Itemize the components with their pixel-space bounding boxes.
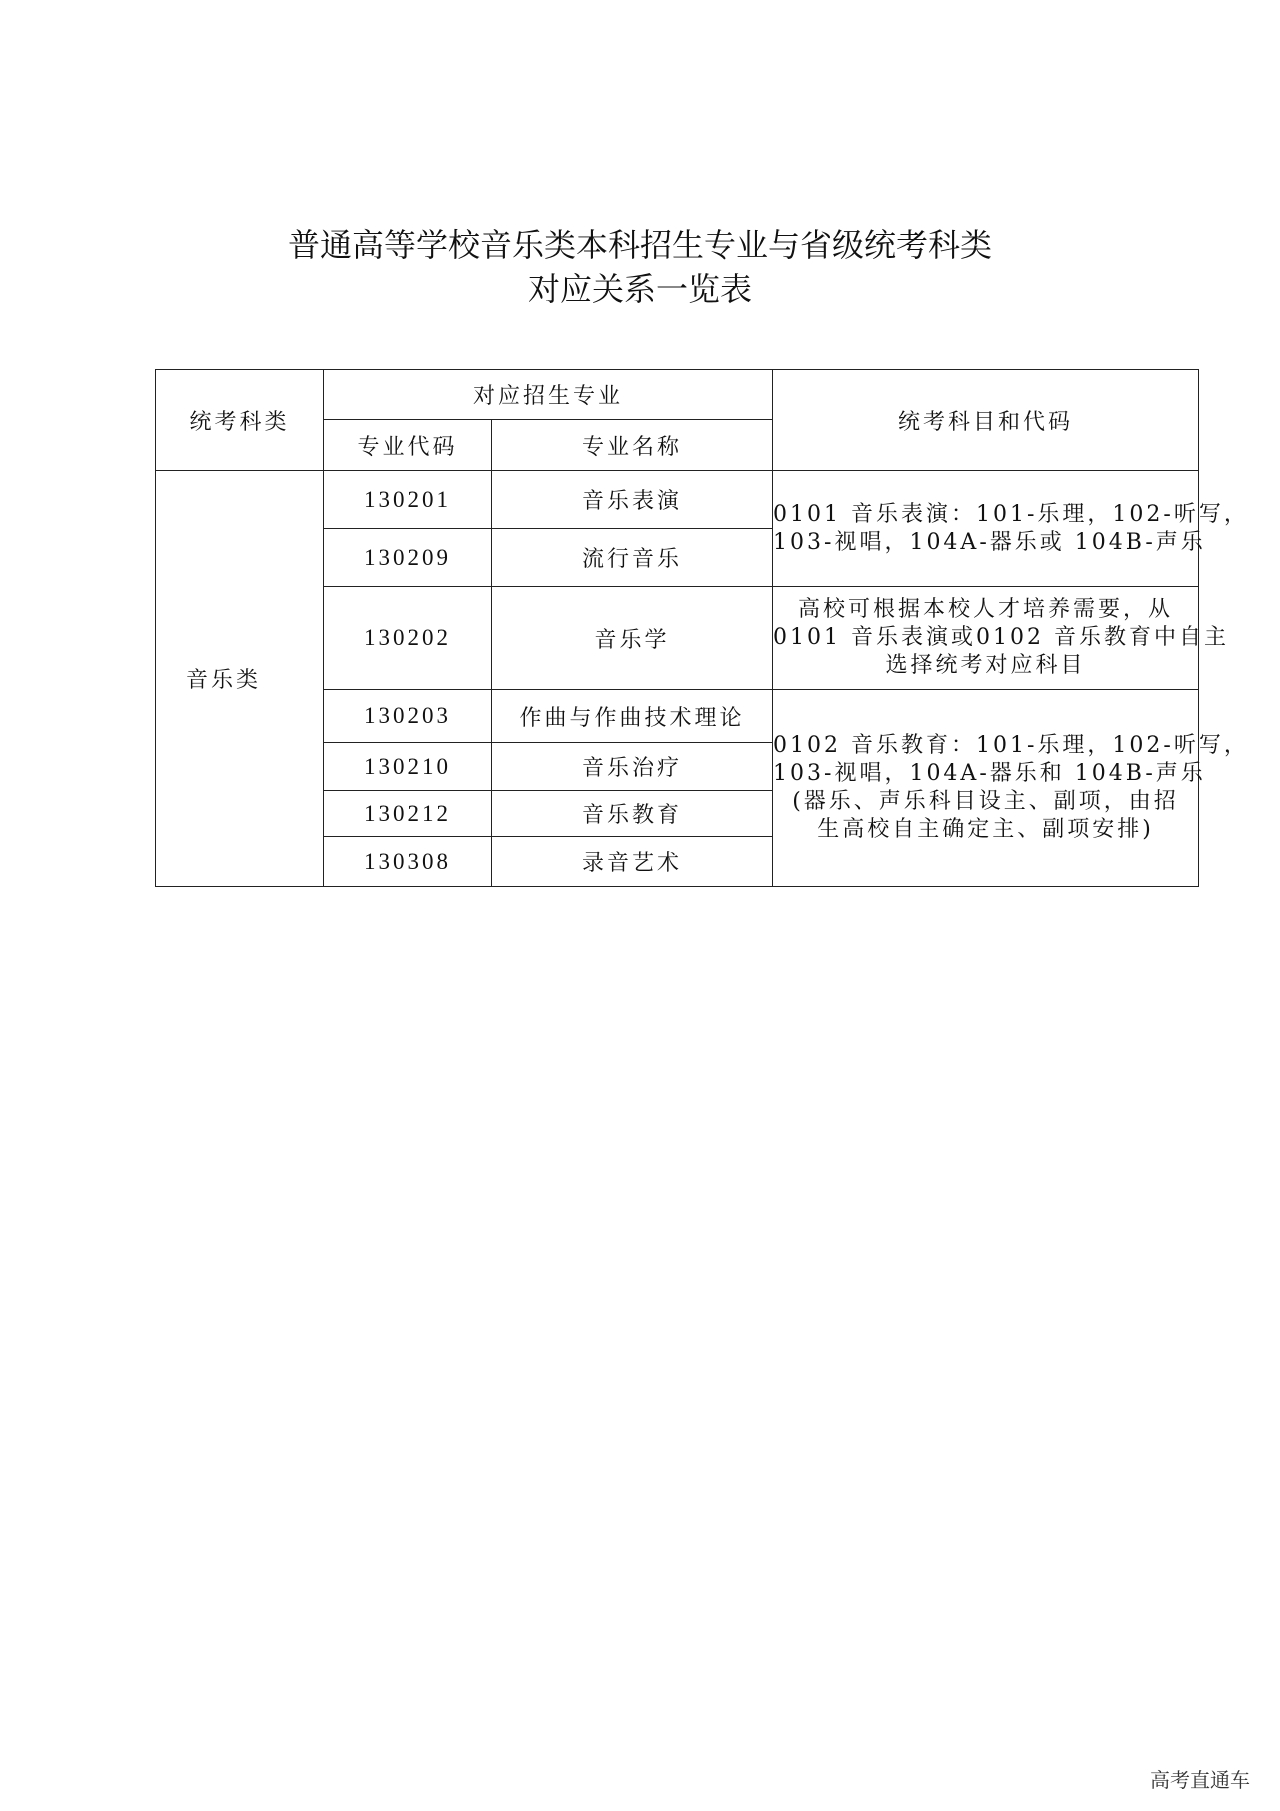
document-title-line-1: 普通高等学校音乐类本科招生专业与省级统考科类	[287, 226, 992, 264]
major-name-cell: 流行音乐	[492, 529, 773, 587]
major-name-cell: 音乐学	[492, 587, 773, 690]
major-code-cell: 130308	[324, 837, 492, 887]
major-name-cell: 音乐表演	[492, 471, 773, 529]
header-major-name: 专业名称	[492, 420, 773, 471]
major-name-cell: 录音艺术	[492, 837, 773, 887]
header-category: 统考科类	[156, 370, 324, 471]
exam-group-education: 0102 音乐教育：101-乐理，102-听写， 103-视唱，104A-器乐和 104B-声乐 (器乐、声乐科目设主、副项，由招 生高校自主确定主、副项安排)	[773, 690, 1199, 887]
exam-group-musicology: 高校可根据本校人才培养需要，从 0101 音乐表演或0102 音乐教育中自主 选择统考对应科目	[773, 587, 1199, 690]
major-name-cell: 音乐治疗	[492, 743, 773, 791]
major-code-cell: 130201	[324, 471, 492, 529]
major-code-cell: 130212	[324, 791, 492, 837]
header-exam: 统考科目和代码	[773, 370, 1199, 471]
header-major-code: 专业代码	[324, 420, 492, 471]
major-code-cell: 130202	[324, 587, 492, 690]
exam-group-performance: 0101 音乐表演：101-乐理，102-听写， 103-视唱，104A-器乐或 104B-声乐	[773, 471, 1199, 587]
category-cell: 音乐类	[156, 471, 324, 887]
document-title-line-2: 对应关系一览表	[527, 270, 752, 308]
major-name-cell: 音乐教育	[492, 791, 773, 837]
major-code-cell: 130209	[324, 529, 492, 587]
major-code-cell: 130203	[324, 690, 492, 743]
watermark-text: 高考直通车	[1150, 1768, 1250, 1792]
major-name-cell: 作曲与作曲技术理论	[492, 690, 773, 743]
major-code-cell: 130210	[324, 743, 492, 791]
header-majors: 对应招生专业	[324, 370, 773, 420]
correspondence-table	[155, 369, 1249, 887]
